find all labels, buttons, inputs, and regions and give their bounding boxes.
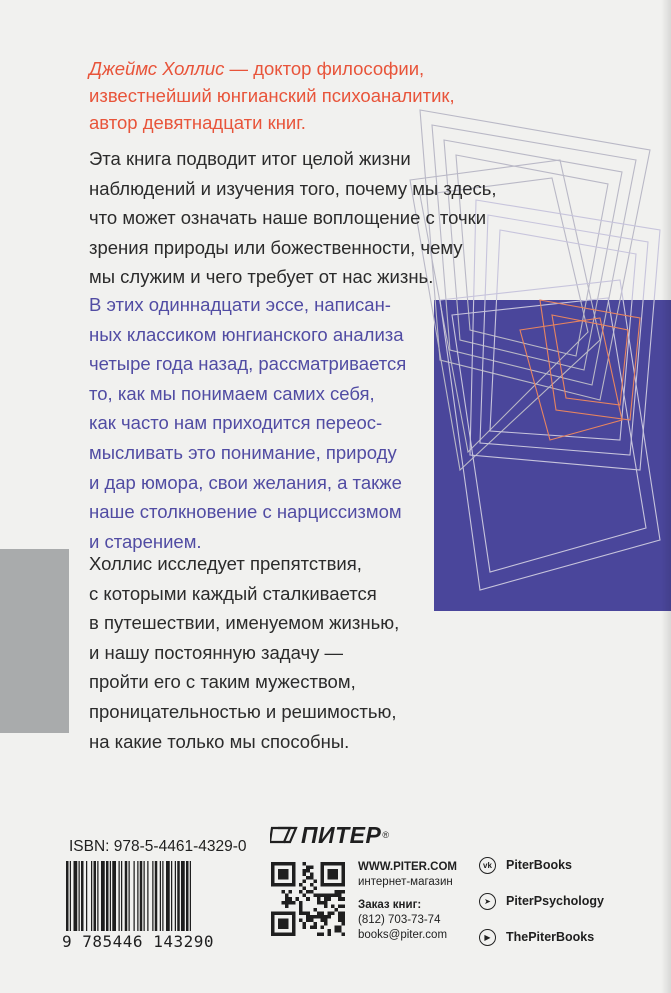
qr-module	[278, 876, 282, 880]
qr-module	[289, 901, 293, 905]
qr-module	[278, 911, 282, 915]
qr-module	[313, 880, 317, 884]
qr-module	[331, 862, 335, 866]
qr-module	[299, 908, 303, 912]
barcode-bar	[144, 861, 145, 931]
qr-module	[292, 862, 296, 866]
barcode-bar	[171, 861, 172, 931]
social-link-telegram[interactable]	[479, 891, 604, 911]
qr-module	[278, 873, 282, 877]
barcode-bar	[66, 861, 69, 931]
qr-module	[324, 897, 328, 901]
qr-module	[303, 880, 307, 884]
qr-module	[303, 869, 307, 873]
barcode-bar	[152, 861, 153, 931]
qr-module	[327, 897, 331, 901]
qr-module	[275, 932, 279, 936]
qr-module	[331, 873, 335, 877]
qr-module	[317, 894, 321, 898]
qr-module	[334, 908, 338, 912]
barcode-bar	[140, 861, 143, 931]
qr-module	[278, 869, 282, 873]
qr-module	[313, 894, 317, 898]
qr-module	[317, 932, 321, 936]
paragraph-line: четыре года назад, рассматривается	[89, 353, 407, 375]
qr-module	[334, 869, 338, 873]
qr-module	[306, 876, 310, 880]
qr-module	[324, 901, 328, 905]
qr-module	[338, 862, 342, 866]
qr-module	[303, 862, 307, 866]
social-label: ThePiterBooks	[506, 930, 595, 944]
qr-module	[310, 918, 314, 922]
qr-module	[292, 876, 296, 880]
qr-module	[285, 932, 289, 936]
paragraph-line: что может означать наше воплощение с точки	[89, 207, 487, 229]
qr-module	[320, 911, 324, 915]
qr-module	[320, 862, 324, 866]
qr-module	[313, 908, 317, 912]
qr-module	[327, 883, 331, 887]
qr-module	[310, 883, 314, 887]
qr-module	[271, 915, 275, 919]
qr-module	[271, 922, 275, 926]
qr-module	[292, 911, 296, 915]
qr-module	[341, 883, 345, 887]
qr-module	[285, 873, 289, 877]
qr-module	[271, 862, 275, 866]
qr-module	[296, 897, 300, 901]
qr-module	[338, 894, 342, 898]
social-links	[479, 855, 604, 963]
paragraph-line: то, как мы понимаем самих себя,	[89, 382, 375, 404]
barcode-bar	[74, 861, 78, 931]
qr-module	[285, 897, 289, 901]
qr-module	[299, 911, 303, 915]
qr-module	[341, 904, 345, 908]
barcode-bar	[134, 861, 135, 931]
qr-module	[338, 915, 342, 919]
qr-module	[285, 911, 289, 915]
qr-module	[285, 883, 289, 887]
barcode-bar	[162, 861, 163, 931]
qr-module	[271, 932, 275, 936]
paragraph-line: пройти его с таким мужеством,	[89, 671, 356, 693]
qr-module	[299, 890, 303, 894]
barcode-bar	[175, 861, 176, 931]
paragraph-line: зрения природы или божественности, чему	[89, 236, 463, 258]
paragraph-line: ных классиком юнгианского анализа	[89, 323, 404, 345]
paragraph-line: как часто нам приходится переос-	[89, 412, 383, 434]
qr-module	[320, 873, 324, 877]
qr-module	[289, 890, 293, 894]
qr-module	[320, 918, 324, 922]
social-label: PiterBooks	[506, 858, 572, 872]
paragraph-line: на какие только мы способны.	[89, 730, 350, 752]
qr-module	[303, 922, 307, 926]
author-title: — доктор философии,	[224, 58, 425, 79]
qr-module	[289, 883, 293, 887]
qr-module	[271, 866, 275, 870]
qr-module	[292, 869, 296, 873]
website-caption: интернет-магазин	[358, 876, 453, 888]
qr-module	[327, 873, 331, 877]
qr-module	[338, 911, 342, 915]
qr-module	[338, 904, 342, 908]
barcode-bar	[177, 861, 180, 931]
qr-module	[327, 929, 331, 933]
author-name: Джеймс Холлис	[89, 58, 225, 79]
qr-module	[331, 883, 335, 887]
qr-module	[285, 901, 289, 905]
qr-module	[292, 883, 296, 887]
qr-module	[327, 932, 331, 936]
qr-module	[299, 883, 303, 887]
barcode-digits: 9 785446 143290	[62, 932, 214, 951]
qr-module	[278, 925, 282, 929]
barcode-bar	[70, 861, 71, 931]
qr-module	[282, 869, 286, 873]
qr-module	[331, 911, 335, 915]
qr-module	[292, 925, 296, 929]
qr-module	[341, 922, 345, 926]
qr-module	[324, 883, 328, 887]
barcode-bar	[166, 861, 170, 931]
qr-module	[324, 922, 328, 926]
qr-module	[320, 925, 324, 929]
author-intro	[89, 55, 469, 136]
qr-module	[282, 918, 286, 922]
qr-module	[292, 873, 296, 877]
qr-module	[278, 918, 282, 922]
qr-module	[327, 876, 331, 880]
publisher-logo-text: ПИТЕР	[301, 821, 382, 848]
telegram-icon: ➤	[479, 893, 496, 910]
qr-module	[334, 876, 338, 880]
qr-module	[282, 876, 286, 880]
qr-module	[341, 880, 345, 884]
qr-module	[327, 862, 331, 866]
paragraph-line: мы служим и чего требует от нас жизнь.	[89, 266, 434, 288]
qr-module	[334, 862, 338, 866]
barcode-bar	[101, 861, 105, 931]
barcode-bar	[186, 861, 189, 931]
qr-module	[278, 922, 282, 926]
barcode-bar	[155, 861, 158, 931]
qr-module	[324, 918, 328, 922]
barcode-bar	[106, 861, 109, 931]
description-paragraph-1	[89, 144, 529, 292]
qr-module	[292, 932, 296, 936]
barcode-bar	[112, 861, 116, 931]
qr-module	[324, 862, 328, 866]
qr-module	[327, 915, 331, 919]
qr-module	[331, 894, 335, 898]
qr-module	[289, 897, 293, 901]
piter-logo-icon	[270, 824, 298, 846]
qr-module	[271, 918, 275, 922]
qr-module	[285, 869, 289, 873]
qr-module	[282, 890, 286, 894]
qr-module	[320, 866, 324, 870]
qr-module	[310, 866, 314, 870]
qr-module	[278, 932, 282, 936]
qr-module	[292, 901, 296, 905]
paragraph-line: с которыми каждый сталкивается	[89, 582, 377, 604]
qr-module	[338, 883, 342, 887]
qr-module	[338, 890, 342, 894]
barcode-bar	[94, 861, 97, 931]
qr-module	[285, 918, 289, 922]
qr-module	[331, 904, 335, 908]
description-paragraph-3	[89, 549, 409, 756]
paragraph-line: В этих одиннадцати эссе, написан-	[89, 294, 391, 315]
qr-module	[303, 925, 307, 929]
qr-module	[299, 901, 303, 905]
qr-module	[341, 897, 345, 901]
qr-module	[285, 876, 289, 880]
qr-module	[289, 932, 293, 936]
barcode-bar	[129, 861, 130, 931]
qr-module	[324, 915, 328, 919]
qr-module	[334, 894, 338, 898]
qr-module	[313, 887, 317, 891]
qr-module	[285, 894, 289, 898]
qr-module	[306, 915, 310, 919]
social-link-youtube[interactable]	[479, 927, 604, 947]
qr-module	[282, 873, 286, 877]
qr-module	[341, 869, 345, 873]
qr-module	[292, 880, 296, 884]
social-label: PiterPsychology	[506, 894, 604, 908]
qr-module	[341, 862, 345, 866]
order-label: Заказ книг:	[358, 899, 422, 911]
qr-module	[341, 915, 345, 919]
qr-module	[320, 915, 324, 919]
qr-module	[341, 911, 345, 915]
qr-module	[310, 873, 314, 877]
order-email[interactable]: books@piter.com	[358, 929, 448, 941]
qr-module	[271, 929, 275, 933]
qr-module	[292, 922, 296, 926]
qr-module	[289, 911, 293, 915]
qr-module	[341, 932, 345, 936]
qr-module	[313, 915, 317, 919]
barcode-bar	[121, 861, 122, 931]
qr-module	[282, 883, 286, 887]
qr-module	[282, 901, 286, 905]
qr-module	[310, 915, 314, 919]
barcode-bar	[110, 861, 111, 931]
spine-shadow	[661, 0, 671, 993]
barcode-bar	[97, 861, 98, 931]
barcode-bar	[119, 861, 120, 931]
qr-module	[320, 932, 324, 936]
qr-module	[334, 925, 338, 929]
qr-module	[313, 922, 317, 926]
qr-module	[338, 929, 342, 933]
qr-module	[327, 911, 331, 915]
qr-module	[271, 911, 275, 915]
qr-module	[317, 911, 321, 915]
paragraph-line: и нашу постоянную задачу —	[89, 641, 344, 663]
qr-module	[320, 901, 324, 905]
barcode-bar	[86, 861, 87, 931]
paragraph-line: Холлис исследует препятствия,	[89, 553, 362, 574]
play-icon: ▶	[479, 929, 496, 946]
qr-module	[334, 883, 338, 887]
paragraph-line: в путешествии, именуемом жизнью,	[89, 612, 400, 634]
qr-module	[271, 925, 275, 929]
barcode-bar	[91, 861, 92, 931]
paragraph-line: проницательностью и решимостью,	[89, 700, 397, 722]
qr-module	[324, 894, 328, 898]
qr-module	[303, 894, 307, 898]
barcode-bar	[147, 861, 148, 931]
qr-module	[282, 922, 286, 926]
qr-module	[292, 915, 296, 919]
qr-module	[285, 904, 289, 908]
qr-module	[289, 862, 293, 866]
qr-module	[317, 897, 321, 901]
qr-module	[271, 880, 275, 884]
intro-line: автор девятнадцати книг.	[89, 112, 306, 133]
qr-module	[320, 876, 324, 880]
qr-module	[292, 918, 296, 922]
qr-module	[299, 918, 303, 922]
qr-module	[334, 929, 338, 933]
qr-code[interactable]	[271, 862, 345, 936]
isbn-label: ISBN: 978-5-4461-4329-0	[69, 838, 247, 855]
qr-module	[275, 862, 279, 866]
qr-module	[306, 918, 310, 922]
qr-module	[271, 869, 275, 873]
order-phone: (812) 703-73-74	[358, 914, 441, 926]
qr-module	[341, 876, 345, 880]
qr-module	[313, 925, 317, 929]
paragraph-line: наблюдений и изучения того, почему мы здесь,	[89, 177, 497, 199]
qr-module	[334, 890, 338, 894]
qr-module	[310, 876, 314, 880]
qr-module	[275, 911, 279, 915]
qr-module	[292, 929, 296, 933]
qr-module	[320, 869, 324, 873]
vk-icon: vk	[479, 857, 496, 874]
qr-module	[341, 890, 345, 894]
qr-module	[320, 894, 324, 898]
qr-module	[292, 866, 296, 870]
barcode-bar	[81, 861, 84, 931]
qr-module	[285, 925, 289, 929]
paragraph-line: и дар юмора, свои желания, а также	[89, 471, 402, 493]
paragraph-line: Эта книга подводит итог целой жизни	[89, 148, 411, 169]
qr-module	[310, 925, 314, 929]
qr-module	[338, 925, 342, 929]
qr-module	[331, 869, 335, 873]
publisher-logo: ПИТЕР ®	[270, 820, 389, 850]
qr-module	[338, 918, 342, 922]
paragraph-line: наше столкновение с нарциссизмом	[89, 501, 402, 523]
barcode-bar	[190, 861, 191, 931]
qr-module	[285, 922, 289, 926]
barcode-bar	[125, 861, 128, 931]
barcode-bar	[181, 861, 185, 931]
qr-module	[299, 904, 303, 908]
barcode-bar	[160, 861, 161, 931]
qr-module	[327, 894, 331, 898]
qr-module	[271, 873, 275, 877]
qr-module	[310, 890, 314, 894]
qr-module	[278, 883, 282, 887]
qr-module	[285, 862, 289, 866]
qr-module	[271, 883, 275, 887]
qr-module	[303, 911, 307, 915]
qr-module	[341, 873, 345, 877]
qr-module	[282, 925, 286, 929]
qr-module	[341, 866, 345, 870]
barcode-bar	[79, 861, 80, 931]
qr-module	[282, 911, 286, 915]
qr-module	[306, 869, 310, 873]
website-link[interactable]: WWW.PITER.COM	[358, 861, 458, 873]
qr-module	[306, 890, 310, 894]
qr-module	[320, 883, 324, 887]
qr-module	[303, 873, 307, 877]
qr-module	[282, 862, 286, 866]
barcode-bar	[137, 861, 138, 931]
qr-module	[275, 883, 279, 887]
qr-module	[317, 915, 321, 919]
qr-module	[327, 869, 331, 873]
qr-module	[324, 904, 328, 908]
barcode	[66, 861, 238, 931]
qr-module	[303, 887, 307, 891]
qr-module	[341, 918, 345, 922]
qr-module	[334, 873, 338, 877]
qr-module	[278, 862, 282, 866]
shop-info	[358, 860, 457, 890]
qr-module	[306, 911, 310, 915]
qr-module	[338, 897, 342, 901]
qr-module	[331, 876, 335, 880]
paragraph-line: и старением.	[89, 530, 202, 552]
intro-line: известнейший юнгианский психоаналитик,	[89, 85, 455, 106]
qr-module	[320, 880, 324, 884]
qr-module	[317, 901, 321, 905]
qr-module	[282, 932, 286, 936]
order-info	[358, 898, 447, 943]
description-paragraph-2	[89, 290, 449, 556]
qr-module	[306, 866, 310, 870]
qr-module	[306, 897, 310, 901]
paragraph-line: мысливать это понимание, природу	[89, 441, 397, 463]
social-link-vk[interactable]	[479, 855, 604, 875]
qr-module	[271, 876, 275, 880]
